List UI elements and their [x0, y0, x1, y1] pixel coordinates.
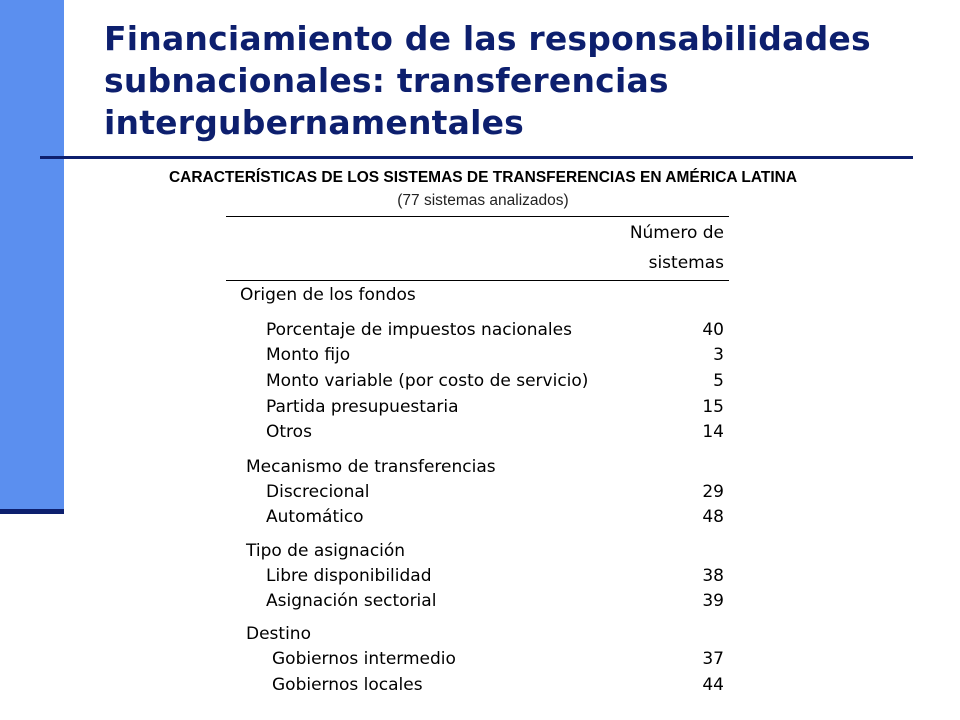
- row-label: Asignación sectorial: [266, 591, 437, 611]
- column-header-line-2: sistemas: [648, 253, 724, 273]
- table-row: [266, 564, 724, 589]
- category-destino: Destino: [246, 624, 311, 644]
- table-top-rule: [226, 216, 729, 217]
- category-mecanismo: Mecanismo de transferencias: [246, 457, 496, 477]
- row-label: Porcentaje de impuestos nacionales: [266, 320, 572, 340]
- row-value: 29: [702, 482, 724, 502]
- row-value: 39: [702, 591, 724, 611]
- column-header: [630, 218, 724, 278]
- table-row: [266, 505, 724, 530]
- table-row: [266, 589, 724, 614]
- row-value: 37: [702, 649, 724, 669]
- row-label: Gobiernos intermedio: [272, 649, 456, 669]
- row-label: Monto variable (por costo de servicio): [266, 371, 589, 391]
- row-value: 44: [702, 675, 724, 695]
- table-title: CARACTERÍSTICAS DE LOS SISTEMAS DE TRANSFERENCIAS EN AMÉRICA LATINA: [168, 169, 798, 186]
- table-row: [266, 420, 724, 445]
- side-accent-rule: [0, 509, 64, 514]
- side-accent-bar: [0, 0, 64, 512]
- slide-title-line-2: subnacionales: transferencias: [104, 61, 669, 100]
- row-label: Partida presupuestaria: [266, 397, 459, 417]
- slide-title-line-1: Financiamiento de las responsabilidades: [104, 19, 871, 58]
- row-value: 48: [702, 507, 724, 527]
- column-header-line-1: Número de: [629, 223, 724, 243]
- table-row: [266, 395, 724, 420]
- row-value: 3: [713, 345, 724, 365]
- table-header-rule: [226, 280, 729, 281]
- table-row: [266, 343, 724, 368]
- row-value: 38: [702, 566, 724, 586]
- table-row: [266, 318, 724, 343]
- row-label: Discrecional: [266, 482, 370, 502]
- row-label: Automático: [266, 507, 364, 527]
- table-row: [266, 480, 724, 505]
- slide-title: [104, 18, 924, 144]
- row-label: Libre disponibilidad: [266, 566, 432, 586]
- category-tipo-asignacion: Tipo de asignación: [246, 541, 406, 561]
- category-origen: Origen de los fondos: [240, 285, 416, 305]
- table-subtitle: (77 sistemas analizados): [397, 192, 569, 209]
- row-value: 14: [702, 422, 724, 442]
- table-row: [272, 673, 724, 698]
- row-value: 15: [702, 397, 724, 417]
- slide-title-line-3: intergubernamentales: [104, 103, 525, 142]
- row-label: Monto fijo: [266, 345, 351, 365]
- row-value: 5: [713, 371, 724, 391]
- table-row: [266, 369, 724, 394]
- row-label: Otros: [266, 422, 312, 442]
- row-label: Gobiernos locales: [272, 675, 423, 695]
- table-row: [272, 647, 724, 672]
- row-value: 40: [702, 320, 724, 340]
- title-divider: [40, 156, 913, 159]
